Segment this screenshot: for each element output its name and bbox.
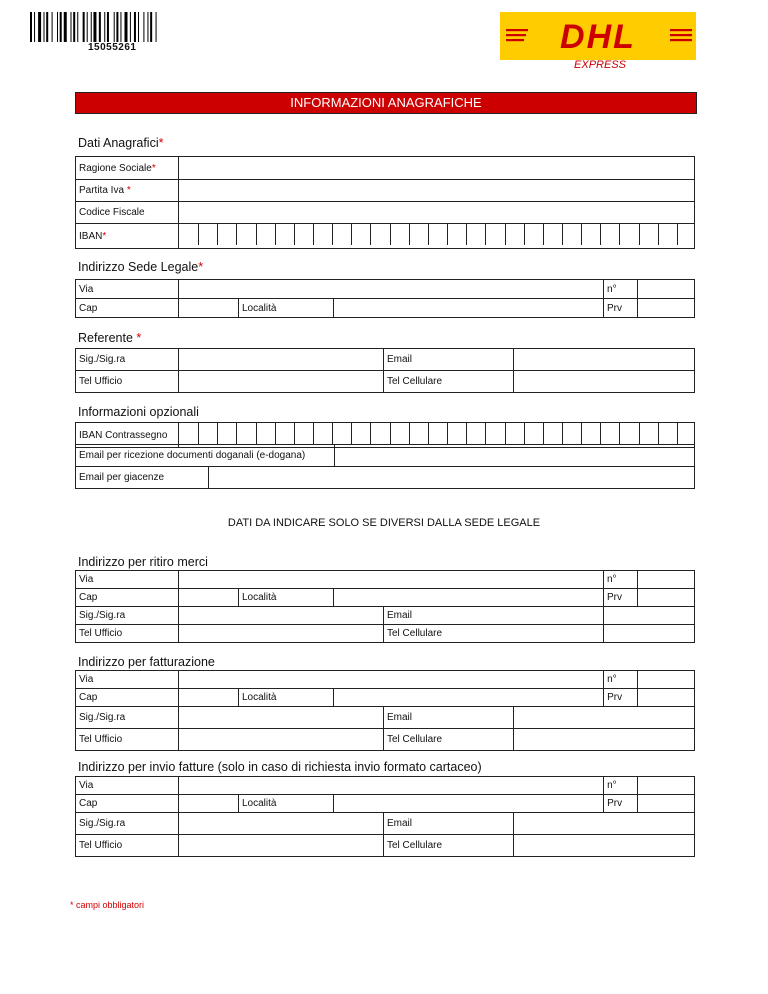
section-title-fatturazione: Indirizzo per fatturazione: [78, 655, 215, 669]
tel-ufficio-field[interactable]: [179, 835, 384, 857]
sig-field[interactable]: [179, 349, 384, 371]
barcode-bar: [30, 12, 32, 42]
label-via: Via: [76, 671, 179, 689]
email-giacenze-field[interactable]: [209, 467, 695, 489]
numero-field[interactable]: [638, 280, 695, 299]
barcode-bar: [60, 12, 62, 42]
dhl-express-logo: [500, 12, 696, 70]
tel-ufficio-field[interactable]: [179, 625, 384, 643]
barcode-bar: [99, 12, 101, 42]
label-cap: Cap: [76, 795, 179, 813]
section-title-sede-legale: Indirizzo Sede Legale*: [78, 260, 204, 274]
tel-cellulare-field[interactable]: [514, 729, 695, 751]
label-numero: n°: [604, 671, 638, 689]
barcode-bar: [73, 12, 75, 42]
label-cap: Cap: [76, 689, 179, 707]
ritiro-merci-table: [75, 570, 695, 643]
label-via: Via: [76, 280, 179, 299]
email-field[interactable]: [514, 349, 695, 371]
barcode-bar: [104, 12, 105, 42]
barcode-bar: [147, 12, 148, 42]
barcode-bar: [64, 12, 67, 42]
label-tel-ufficio: Tel Ufficio: [76, 625, 179, 643]
email-field[interactable]: [514, 707, 695, 729]
barcode-bar: [130, 12, 131, 42]
cap-field[interactable]: [179, 299, 239, 318]
label-sig: Sig./Sig.ra: [76, 813, 179, 835]
label-codice-fiscale: Codice Fiscale: [76, 202, 179, 224]
section-title-ritiro-merci: Indirizzo per ritiro merci: [78, 555, 208, 569]
label-localita: Località: [239, 589, 334, 607]
barcode-bar: [143, 12, 144, 42]
prv-field[interactable]: [638, 589, 695, 607]
ragione-sociale-field[interactable]: [179, 157, 695, 180]
localita-field[interactable]: [334, 589, 604, 607]
label-via: Via: [76, 777, 179, 795]
email-giacenze-table: [75, 466, 695, 489]
tel-ufficio-field[interactable]: [179, 371, 384, 393]
barcode-bar: [44, 12, 45, 42]
barcode-bar: [107, 12, 109, 42]
label-prv: Prv: [604, 795, 638, 813]
email-dogana-field[interactable]: [335, 445, 695, 467]
label-tel-cellulare: Tel Cellulare: [384, 835, 514, 857]
referente-table: [75, 348, 695, 393]
dati-anagrafici-table: [75, 156, 695, 249]
label-cap: Cap: [76, 589, 179, 607]
label-email-dogana: Email per ricezione documenti doganali (e-dogana): [76, 445, 335, 467]
barcode-bar: [71, 12, 72, 42]
header-bar: INFORMAZIONI ANAGRAFICHE: [75, 92, 697, 114]
section-title-referente: Referente *: [78, 331, 142, 345]
label-tel-ufficio: Tel Ufficio: [76, 729, 179, 751]
required-fields-note: * campi obbligatori: [70, 900, 145, 910]
prv-field[interactable]: [638, 689, 695, 707]
iban-character-boxes: [179, 224, 695, 245]
via-field[interactable]: [179, 280, 604, 299]
center-note: DATI DA INDICARE SOLO SE DIVERSI DALLA SEDE LEGALE: [227, 517, 541, 529]
label-email: Email: [384, 349, 514, 371]
sig-field[interactable]: [179, 813, 384, 835]
label-tel-cellulare: Tel Cellulare: [384, 625, 604, 643]
iban-field[interactable]: [179, 224, 695, 249]
numero-field[interactable]: [638, 671, 695, 689]
barcode-bar: [57, 12, 58, 42]
email-dogana-table: [75, 444, 695, 467]
tel-ufficio-field[interactable]: [179, 729, 384, 751]
barcode-bar: [87, 12, 88, 42]
label-sig: Sig./Sig.ra: [76, 607, 179, 625]
partita-iva-field[interactable]: [179, 180, 695, 202]
sig-field[interactable]: [179, 607, 384, 625]
sede-legale-table: [75, 279, 695, 318]
numero-field[interactable]: [638, 777, 695, 795]
label-sig: Sig./Sig.ra: [76, 349, 179, 371]
label-email: Email: [384, 607, 604, 625]
label-localita: Località: [239, 795, 334, 813]
label-tel-ufficio: Tel Ufficio: [76, 835, 179, 857]
via-field[interactable]: [179, 571, 604, 589]
label-numero: n°: [604, 280, 638, 299]
barcode-number: 15055261: [88, 42, 137, 53]
barcode: [30, 12, 188, 42]
label-tel-cellulare: Tel Cellulare: [384, 729, 514, 751]
label-prv: Prv: [604, 689, 638, 707]
barcode-bar: [38, 12, 41, 42]
localita-field[interactable]: [334, 689, 604, 707]
tel-cellulare-field[interactable]: [514, 371, 695, 393]
label-sig: Sig./Sig.ra: [76, 707, 179, 729]
fatturazione-table: [75, 670, 695, 751]
barcode-bar: [52, 12, 53, 42]
section-title-invio-fatture: Indirizzo per invio fatture (solo in caso di richiesta invio formato cartaceo): [78, 760, 482, 774]
tel-cellulare-field[interactable]: [604, 625, 695, 643]
section-title-opzionali: Informazioni opzionali: [78, 405, 199, 419]
label-numero: n°: [604, 777, 638, 795]
barcode-bar: [91, 12, 92, 42]
label-tel-cellulare: Tel Cellulare: [384, 371, 514, 393]
barcode-bar: [83, 12, 85, 42]
barcode-bar: [134, 12, 136, 42]
barcode-bar: [116, 12, 118, 42]
logo-service-text: EXPRESS: [574, 59, 626, 70]
label-email: Email: [384, 707, 514, 729]
barcode-bar: [34, 12, 35, 42]
cap-field[interactable]: [179, 589, 239, 607]
barcode-bar: [125, 12, 128, 42]
email-field[interactable]: [604, 607, 695, 625]
label-localita: Località: [239, 689, 334, 707]
codice-fiscale-field[interactable]: [179, 202, 695, 224]
email-field[interactable]: [514, 813, 695, 835]
barcode-bar: [156, 12, 157, 42]
iban-contrassegno-character-boxes: [179, 423, 695, 444]
barcode-bar: [46, 12, 48, 42]
via-field[interactable]: [179, 777, 604, 795]
label-localita: Località: [239, 299, 334, 318]
tel-cellulare-field[interactable]: [514, 835, 695, 857]
label-cap: Cap: [76, 299, 179, 318]
section-title-dati-anagrafici: Dati Anagrafici*: [78, 136, 164, 150]
logo-brand-text: DHL: [560, 18, 636, 56]
barcode-bar: [77, 12, 78, 42]
localita-field[interactable]: [334, 795, 604, 813]
via-field[interactable]: [179, 671, 604, 689]
cap-field[interactable]: [179, 689, 239, 707]
cap-field[interactable]: [179, 795, 239, 813]
localita-field[interactable]: [334, 299, 604, 318]
label-prv: Prv: [604, 299, 638, 318]
barcode-bar: [93, 12, 96, 42]
sig-field[interactable]: [179, 707, 384, 729]
prv-field[interactable]: [638, 795, 695, 813]
numero-field[interactable]: [638, 571, 695, 589]
label-email-giacenze: Email per giacenze: [76, 467, 209, 489]
label-email: Email: [384, 813, 514, 835]
label-via: Via: [76, 571, 179, 589]
barcode-bar: [150, 12, 152, 42]
label-numero: n°: [604, 571, 638, 589]
label-tel-ufficio: Tel Ufficio: [76, 371, 179, 393]
barcode-bar: [138, 12, 139, 42]
label-partita-iva: Partita Iva *: [76, 180, 179, 202]
prv-field[interactable]: [638, 299, 695, 318]
label-prv: Prv: [604, 589, 638, 607]
barcode-bar: [114, 12, 115, 42]
invio-fatture-table: [75, 776, 695, 857]
label-iban-contrassegno: IBAN Contrassegno: [76, 423, 179, 448]
label-iban: IBAN*: [76, 224, 179, 249]
label-ragione-sociale: Ragione Sociale*: [76, 157, 179, 180]
barcode-bar: [120, 12, 121, 42]
